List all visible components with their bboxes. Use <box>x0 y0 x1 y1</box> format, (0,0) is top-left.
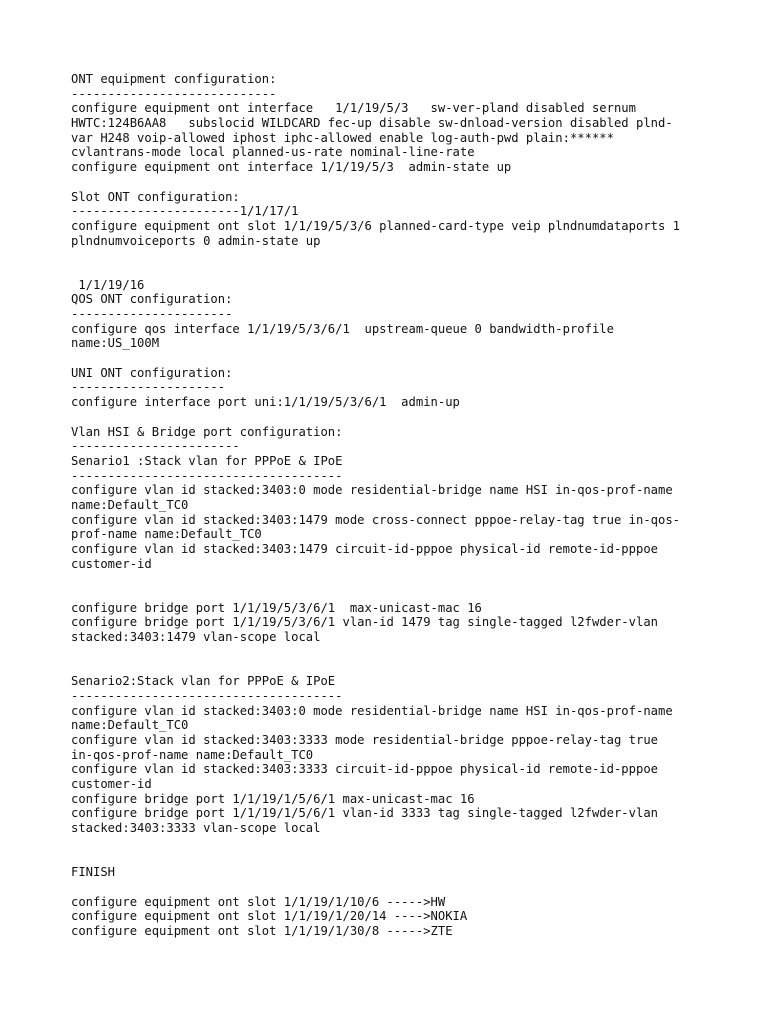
document-line: ------------------------------------- <box>71 688 343 703</box>
document-line: ---------------------- <box>71 307 233 321</box>
document-line: in-qos-prof-name name:Default_TC0 <box>71 747 314 762</box>
document-line: customer-id <box>71 556 152 571</box>
document-line: 1/1/19/16 <box>71 277 145 292</box>
document-body <box>71 72 731 939</box>
document-line: configure vlan id stacked:3403:0 mode residential-bridge name HSI in-qos-prof-name <box>71 703 673 718</box>
document-line: prof-name name:Default_TC0 <box>71 527 262 542</box>
document-line <box>71 248 731 263</box>
document-line <box>71 571 731 586</box>
document-line: configure vlan id stacked:3403:0 mode residential-bridge name HSI in-qos-prof-name <box>71 483 673 498</box>
document-line: configure bridge port 1/1/19/5/3/6/1 max-unicast-mac 16 <box>71 600 482 615</box>
document-line: FINISH <box>71 865 116 880</box>
document-line <box>71 880 731 895</box>
document-line <box>71 850 731 865</box>
document-line <box>71 645 731 660</box>
document-line: ----------------------- <box>71 439 240 454</box>
document-line <box>71 836 731 851</box>
document-line: configure qos interface 1/1/19/5/3/6/1 upstream-queue 0 bandwidth-profile <box>71 321 614 336</box>
document-line: configure equipment ont interface 1/1/19/5/3 sw-ver-pland disabled sernum <box>71 101 636 116</box>
document-line: HWTC:124B6AA8 subslocid WILDCARD fec-up disable sw-dnload-version disabled plnd- <box>71 116 673 131</box>
document-line: Senario1 :Stack vlan for PPPoE & IPoE <box>71 453 343 468</box>
document-line: name:US_100M <box>71 336 160 351</box>
document-line: --------------------- <box>71 380 226 395</box>
document-line <box>71 351 731 366</box>
document-line: stacked:3403:1479 vlan-scope local <box>71 630 321 645</box>
document-line: Senario2:Stack vlan for PPPoE & IPoE <box>71 674 336 689</box>
document-line: -----------------------1/1/17/1 <box>71 204 299 219</box>
document-line: stacked:3403:3333 vlan-scope local <box>71 821 321 836</box>
document-line: ------------------------------------- <box>71 468 343 483</box>
document-line: QOS ONT configuration: <box>71 292 233 307</box>
document-line: Vlan HSI & Bridge port configuration: <box>71 424 343 439</box>
document-line: configure equipment ont slot 1/1/19/1/20/14 ---->NOKIA <box>71 909 468 924</box>
document-line: configure vlan id stacked:3403:1479 circuit-id-pppoe physical-id remote-id-pppoe <box>71 542 658 556</box>
document-line: configure equipment ont interface 1/1/19/5/3 admin-state up <box>71 160 512 175</box>
document-line: configure equipment ont slot 1/1/19/1/10/6 ----->HW <box>71 894 446 909</box>
document-line <box>71 586 731 601</box>
document-line: UNI ONT configuration: <box>71 365 233 380</box>
document-line: ONT equipment configuration: <box>71 72 277 86</box>
document-line <box>71 263 731 278</box>
document-line: configure interface port uni:1/1/19/5/3/6/1 admin-up <box>71 395 460 410</box>
document-line: customer-id <box>71 777 152 791</box>
document-line: configure bridge port 1/1/19/1/5/6/1 max-unicast-mac 16 <box>71 791 475 806</box>
document-line: plndnumvoiceports 0 admin-state up <box>71 233 321 248</box>
document-line: configure vlan id stacked:3403:1479 mode cross-connect pppoe-relay-tag true in-qos- <box>71 512 681 527</box>
document-line: configure vlan id stacked:3403:3333 mode residential-bridge pppoe-relay-tag true <box>71 732 658 747</box>
document-line <box>71 660 731 675</box>
document-line: configure bridge port 1/1/19/1/5/6/1 vlan-id 3333 tag single-tagged l2fwder-vlan <box>71 806 658 821</box>
document-line: name:Default_TC0 <box>71 497 189 512</box>
document-line: configure equipment ont slot 1/1/19/5/3/6 planned-card-type veip plndnumdataports 1 <box>71 218 681 233</box>
document-line <box>71 175 731 190</box>
document-line: cvlantrans-mode local planned-us-rate nominal-line-rate <box>71 145 475 160</box>
document-line: configure vlan id stacked:3403:3333 circuit-id-pppoe physical-id remote-id-pppoe <box>71 762 658 777</box>
document-line: Slot ONT configuration: <box>71 189 240 204</box>
document-line: configure equipment ont slot 1/1/19/1/30/8 ----->ZTE <box>71 923 453 938</box>
document-line: ---------------------------- <box>71 86 277 101</box>
document-line: var H248 voip-allowed iphost iphc-allowed enable log-auth-pwd plain:****** <box>71 130 614 145</box>
document-line: name:Default_TC0 <box>71 718 189 733</box>
document-line: configure bridge port 1/1/19/5/3/6/1 vlan-id 1479 tag single-tagged l2fwder-vlan <box>71 615 658 630</box>
document-line <box>71 410 731 425</box>
